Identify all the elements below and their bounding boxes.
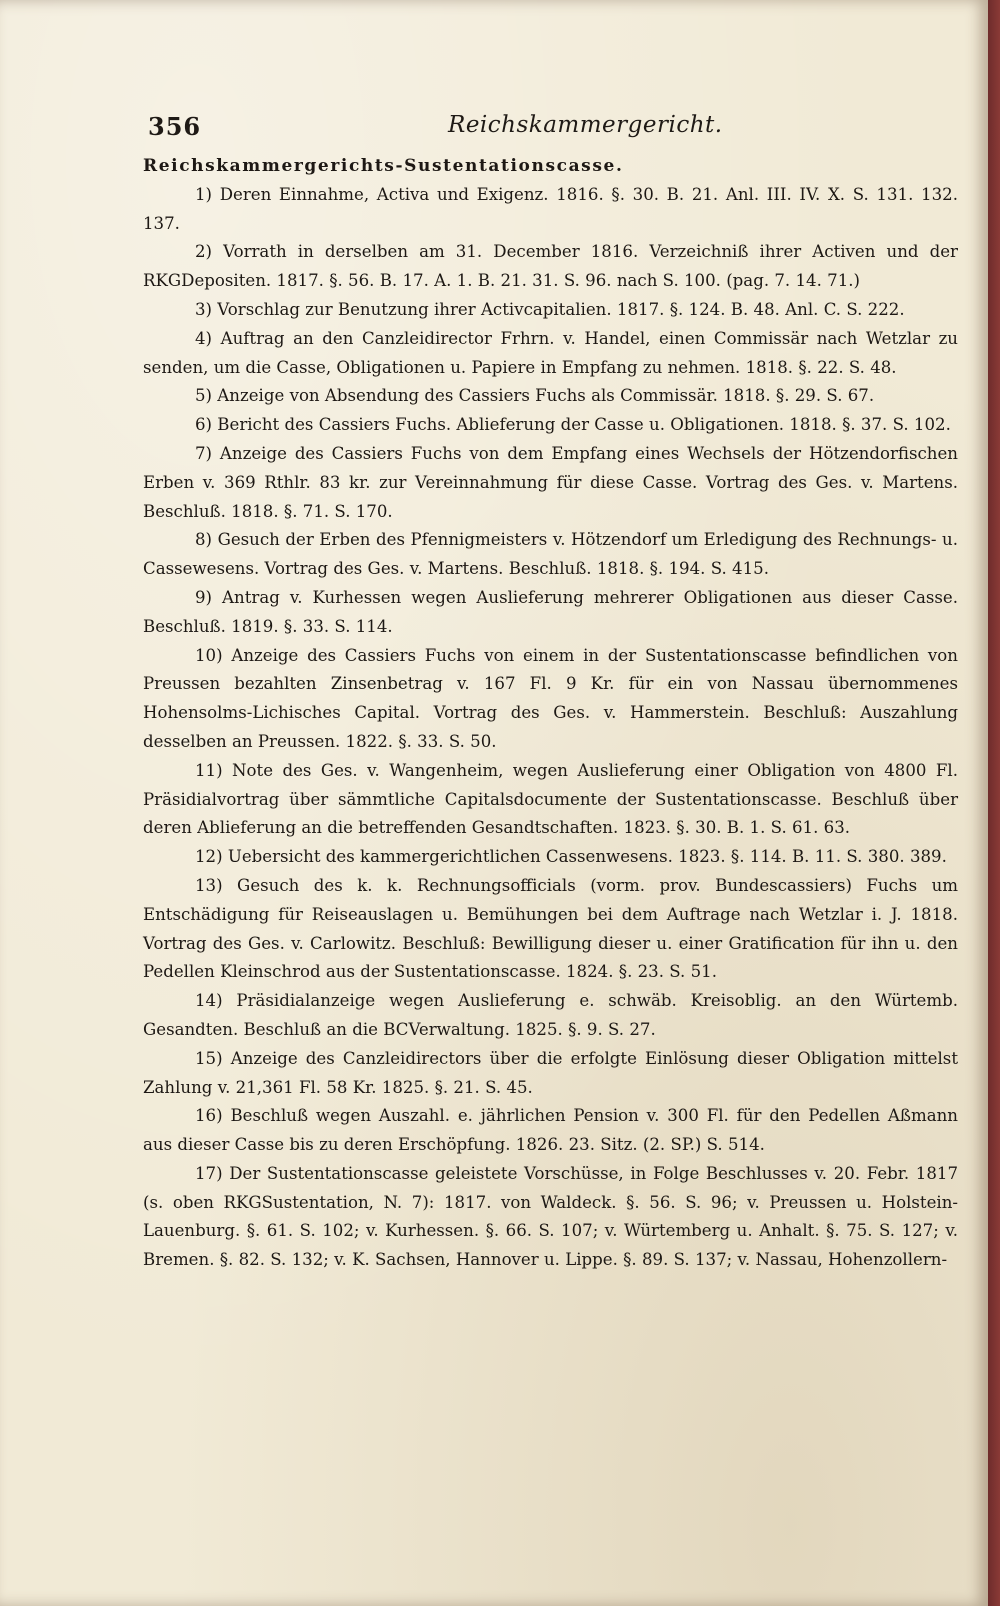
entry-12: 12) Uebersicht des kammergerichtlichen Cassenwesens. 1823. §. 114. B. 11. S. 380. 389. [195,847,947,867]
entry-14: 14) Präsidialanzeige wegen Auslieferung e. schwäb. Kreisoblig. an den Würtemb. Gesandten. Beschluß an die BCVerwaltung. 1825. §. 9. S. 27. [143,991,958,1039]
page-number: 356 [148,112,202,141]
entry-8: 8) Gesuch der Erben des Pfennigmeisters v. Hötzendorf um Erledigung des Rechnungs- u. Cassewesens. Vortrag des Ges. v. Martens. Beschluß. 1818. §. 194. S. 415. [143,530,958,579]
entry-10: 10) Anzeige des Cassiers Fuchs von einem in der Sustentationscasse befindlichen von Preussen bezahlten Zinsenbetrag v. 167 Fl. 9 Kr. für ein von Nassau übernommenes Hohensolms-Lichisches Capital. Vortrag des Ges. v. Hammerstein. Beschluß: Auszahlung desselben an Preussen. 1822. §. 33. S. 50. [143,645,958,751]
entry-9: 9) Antrag v. Kurhessen wegen Auslieferung mehrerer Obligationen aus dieser Casse. Beschluß. 1819. §. 33. S. 114. [143,587,958,636]
entry-3: 3) Vorschlag zur Benutzung ihrer Activcapitalien. 1817. §. 124. B. 48. Anl. C. S. 222. [195,299,905,319]
entry-4: 4) Auftrag an den Canzleidirector Frhrn. v. Handel, einen Commissär nach Wetzlar zu senden, um die Casse, Obligationen u. Papiere in Empfang zu nehmen. 1818. §. 22. S. 48. [143,328,958,377]
entry-7: 7) Anzeige des Cassiers Fuchs von dem Empfang eines Wechsels der Hötzendorfischen Erben v. 369 Rthlr. 83 kr. zur Vereinnahmung für diese Casse. Vortrag des Ges. v. Martens. Beschluß. 1818. §. 71. S. 170. [143,443,958,521]
entry-15: 15) Anzeige des Canzleidirectors über die erfolgte Einlösung dieser Obligation mittelst Zahlung v. 21,361 Fl. 58 Kr. 1825. §. 21. S. 45. [143,1048,958,1097]
entry-16: 16) Beschluß wegen Auszahl. e. jährlichen Pension v. 300 Fl. für den Pedellen Aßmann aus dieser Casse bis zu deren Erschöpfung. 1826. 23. Sitz. (2. SP.) S. 514. [143,1106,958,1155]
page-content [143,152,958,1275]
section-title: Reichskammergerichts-Sustentationscasse. [143,156,624,176]
entry-1: 1) Deren Einnahme, Activa und Exigenz. 1816. §. 30. B. 21. Anl. III. IV. X. S. 131. 132. 137. [143,184,958,233]
page-header [148,108,958,148]
entry-11: 11) Note des Ges. v. Wangenheim, wegen Auslieferung einer Obligation von 4800 Fl. Präsidialvortrag über sämmtliche Capitalsdocumente der Sustentationscasse. Beschluß über deren Ablieferung an die betreffenden Gesandtschaften. 1823. §. 30. B. 1. S. 61. 63. [143,760,958,838]
entry-6: 6) Bericht des Cassiers Fuchs. Ablieferung der Casse u. Obligationen. 1818. §. 37. S. 102. [195,415,951,435]
book-edge [988,0,1000,1606]
entry-13: 13) Gesuch des k. k. Rechnungsofficials (vorm. prov. Bundescassiers) Fuchs um Entschädigung für Reiseauslagen u. Bemühungen bei dem Auftrage nach Wetzlar i. J. 1818. Vortrag des Ges. v. Carlowitz. Beschluß: Bewilligung dieser u. einer Gratification für ihn u. den Pedellen Kleinschrod aus der Sustentationscasse. 1824. §. 23. S. 51. [143,875,958,982]
entry-17: 17) Der Sustentationscasse geleistete Vorschüsse, in Folge Beschlusses v. 20. Febr. 1817 (s. oben RKGSustentation, N. 7): 1817. von Waldeck. §. 56. S. 96; v. Preussen u. Holstein-Lauenburg. §. 61. S. 102; v. Kurhessen. §. 66. S. 107; v. Würtemberg u. Anhalt. §. 75. S. 127; v. Bremen. §. 82. S. 132; v. K. Sachsen, Hannover u. Lippe. §. 89. S. 137; v. Nassau, Hohenzollern- [143,1163,958,1270]
entry-2: 2) Vorrath in derselben am 31. December 1816. Verzeichniß ihrer Activen und der RKGDepositen. 1817. §. 56. B. 17. A. 1. B. 21. 31. S. 96. nach S. 100. (pag. 7. 14. 71.) [143,242,958,291]
entry-5: 5) Anzeige von Absendung des Cassiers Fuchs als Commissär. 1818. §. 29. S. 67. [195,386,875,406]
running-head: Reichskammergericht. [448,112,723,138]
